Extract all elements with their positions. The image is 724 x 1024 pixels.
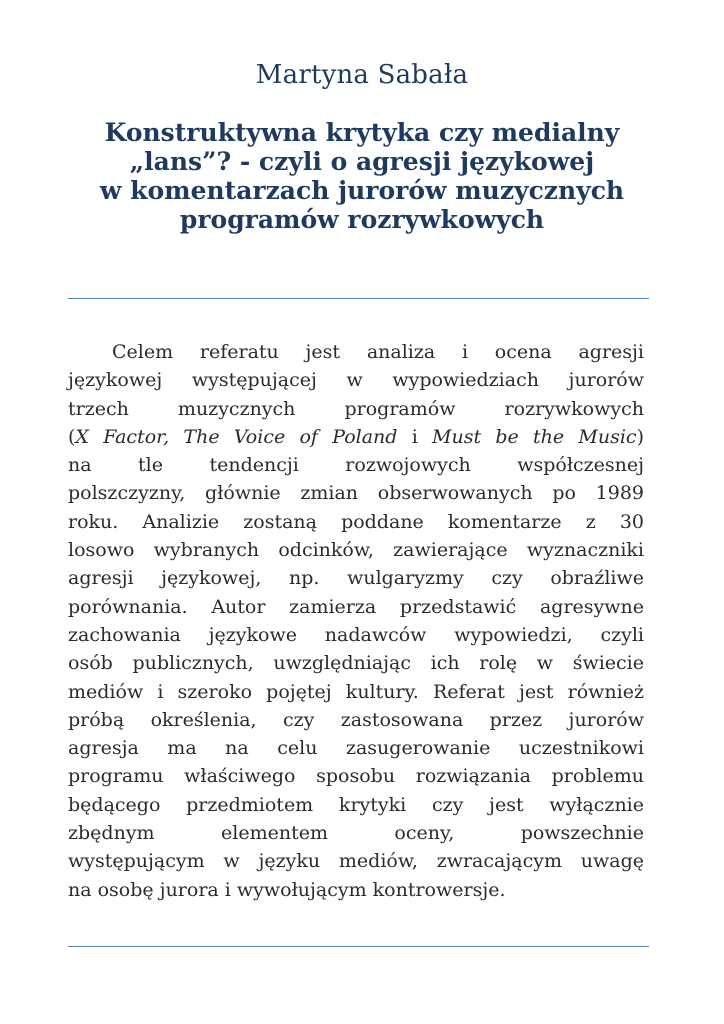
show-title: Must be the Music: [432, 425, 637, 448]
abstract-line: [68, 423, 644, 451]
abstract-line: będącego przedmiotem krytyki czy jest wyłącznie: [68, 793, 644, 816]
abstract-line: na osobę jurora i wywołującym kontrowersje.: [68, 878, 506, 901]
bottom-divider: [68, 946, 649, 947]
abstract-line: programu właściwego sposobu rozwiązania problemu: [68, 765, 644, 788]
title-line: programów rozrywkowych: [179, 205, 545, 234]
abstract-line: występującym w języku mediów, zwracającym uwagę: [68, 850, 644, 873]
title-line: Konstruktywna krytyka czy medialny: [104, 118, 620, 147]
title-line: w komentarzach jurorów muzycznych: [99, 176, 625, 205]
abstract-line: porównania. Autor zamierza przedstawić agresywne: [68, 595, 644, 618]
title-line: „lans”? - czyli o agresji językowej: [129, 147, 595, 176]
abstract-line: Celem referatu jest analiza i ocena agresji: [112, 341, 644, 363]
abstract-line: trzech muzycznych programów rozrywkowych: [68, 397, 644, 420]
abstract-line: osób publicznych, uwzględniając ich rolę w świecie: [68, 652, 644, 675]
abstract-line: zachowania językowe nadawców wypowiedzi, czyli: [68, 623, 644, 646]
abstract-line: roku. Analizie zostaną poddane komentarze z 30: [68, 510, 644, 533]
paper-title: [60, 118, 664, 234]
abstract-line: językowej występującej w wypowiedziach jurorów: [68, 369, 644, 392]
conjunction: i: [397, 425, 433, 448]
paren-open: (: [68, 425, 76, 448]
abstract-line: agresja ma na celu zasugerowanie uczestnikowi: [68, 737, 644, 760]
abstract-line: mediów i szeroko pojętej kultury. Referat jest również: [68, 680, 644, 703]
abstract-line: próbą określenia, czy zastosowana przez jurorów: [68, 708, 644, 731]
abstract-line: zbędnym elementem oceny, powszechnie: [68, 822, 644, 845]
abstract-line: na tle tendencji rozwojowych współczesnej: [68, 454, 644, 477]
top-divider: [68, 298, 649, 299]
abstract-paragraph: [68, 338, 644, 904]
abstract-line: agresji językowej, np. wulgaryzmy czy obraźliwe: [68, 567, 644, 590]
abstract-line: losowo wybranych odcinków, zawierające wyznaczniki: [68, 539, 644, 562]
author-name: Martyna Sabała: [255, 60, 469, 90]
paren-close: ): [636, 425, 644, 448]
show-titles: X Factor, The Voice of Poland: [75, 425, 398, 448]
abstract-line: polszczyzny, głównie zmian obserwowanych po 1989: [68, 482, 644, 505]
